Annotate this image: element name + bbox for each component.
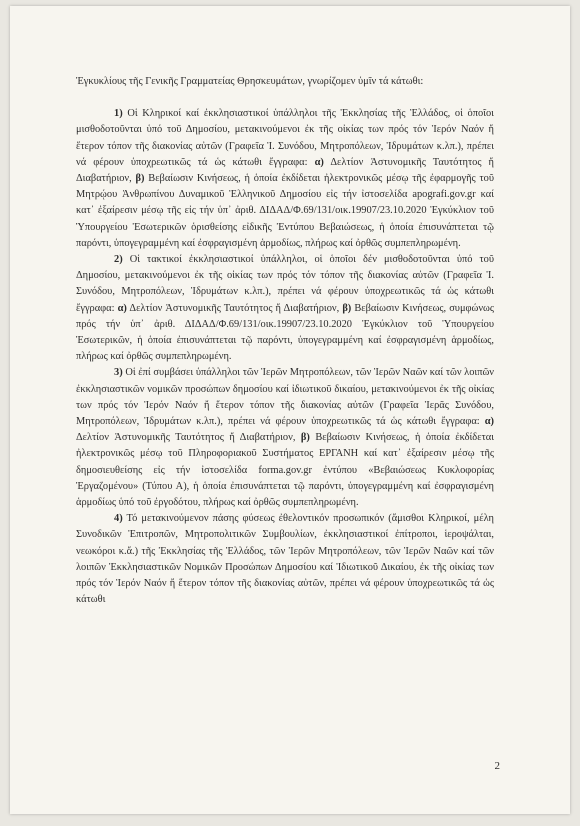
document-body [76, 74, 494, 609]
item-number: 4) [114, 513, 123, 525]
paragraph-1: 1) Οἱ Κληρικοί καί ἐκκλησιαστικοί ὑπάλληλοι τῆς Ἐκκλησίας τῆς Ἑλλάδος, οἱ ὁποῖοι μισθοδοτοῦνται ὑπό τοῦ Δημοσίου, μετακινούμενοι ἐκ τῆς οἰκίας των πρός τόν Ἱερόν Ναόν ἤ ἕτερον τόπον τῆς διακονίας αὐτῶν (Γραφεῖα Ἱ. Συνόδου, Μητροπόλεων, Ἱδρυμάτων κ.λπ.), πρέπει νά φέρουν ὑποχρεωτικῶς τά ὡς κάτωθι ἔγγραφα: α) Δελτίον Ἀστυνομικῆς Ταυτότητος ἤ Διαβατήριον, β) Βεβαίωσιν Κινήσεως, ἡ ὁποία ἐκδίδεται ἠλεκτρονικῶς μέσῳ τῆς ἐφαρμογῆς τοῦ Μητρῴου Ἀνθρωπίνου Δυναμικοῦ Ἑλληνικοῦ Δημοσίου εἰς τήν ἰστοσελίδα apografi.gov.gr καί κατ᾿ ἐξαίρεσιν μέσῳ τῆς εἰς τήν ὑπ᾿ ἀριθ. ΔΙΔΑΔ/Φ.69/131/οικ.19907/23.10.2020 Ἐγκύκλιον τοῦ Ὑπουργείου Ἐσωτερικῶν ὁρισθείσης εἰδικῆς Ἐντύπου Βεβαιώσεως, ἡ ὁποία ἐπισυνάπτεται τῷ παρόντι, ὑπογεγραμμένη καί ἐσφραγισμένη ἁρμοδίως, πλήρως καί ὀρθῶς συμπεπληρωμένη. [76, 108, 494, 249]
item-number: 1) [114, 108, 123, 120]
faded-letterhead-watermark [512, 64, 562, 74]
paragraph-4: 4) Τό μετακινούμενον πάσης φύσεως ἐθελοντικόν προσωπικόν (ἄμισθοι Κληρικοί, μέλη Συνοδικῶν Ἐπιτροπῶν, Μητροπολιτικῶν Συμβουλίων, ἐκκλησιαστικοί ἐπίτροποι, ἱεροψάλται, νεωκόροι κ.ἄ.) τῆς Ἐκκλησίας τῆς Ἑλλάδος, τῶν Ἱερῶν Μητροπόλεων, τῶν Ἱερῶν Ναῶν καί τῶν λοιπῶν Ἐκκλησιαστικῶν Νομικῶν Προσώπων Δημοσίου καί Ἰδιωτικοῦ Δικαίου, ἐκ τῆς οἰκίας των πρός τόν Ἱερόν Ναόν ἤ ἕτερον τόπον τῆς διακονίας αὐτῶν, πρέπει νά φέρουν ὑποχρεωτικῶς τά ὡς κάτωθι [76, 513, 494, 606]
item-number: 2) [114, 254, 123, 266]
intro-paragraph: Ἐγκυκλίους τῆς Γενικῆς Γραμματείας Θρησκευμάτων, γνωρίζομεν ὑμῖν τά κάτωθι: [76, 76, 424, 87]
document-page [10, 6, 570, 814]
paragraph-2: 2) Οἱ τακτικοί ἐκκλησιαστικοί ὑπάλληλοι, οἱ ὁποῖοι δέν μισθοδοτοῦνται ὑπό τοῦ Δημοσίου, μετακινούμενοι ἐκ τῆς οἰκίας των πρός τόν τόπον τῆς διακονίας αὐτῶν (Γραφεῖα Ἱ. Συνόδου, Μητροπόλεων, Ἱδρυμάτων κ.λπ.), πρέπει νά φέρουν ὑποχρεωτικῶς τά ὡς κάτωθι ἔγγραφα: α) Δελτίον Ἀστυνομικῆς Ταυτότητος ἤ Διαβατήριον, β) Βεβαίωσιν Κινήσεως, συμφώνως πρός τήν ὑπ᾿ ἀριθ. ΔΙΔΑΔ/Φ.69/131/οικ.19907/23.10.2020 Ἐγκύκλιον τοῦ Ὑπουργείου Ἐσωτερικῶν, ἡ ὁποία ἐπισυνάπτεται τῷ παρόντι, ὑπογεγραμμένη καί ἐσφραγισμένη ἁρμοδίως, πλήρως καί ὀρθῶς συμπεπληρωμένη. [76, 254, 495, 363]
page-number: 2 [494, 760, 500, 772]
item-number: 3) [114, 367, 123, 379]
paragraph-3: 3) Οἱ ἐπί συμβάσει ὑπάλληλοι τῶν Ἱερῶν Μητροπόλεων, τῶν Ἱερῶν Ναῶν καί τῶν λοιπῶν ἐκκλησιαστικῶν νομικῶν προσώπων δημοσίου καί ἰδιωτικοῦ δικαίου, μετακινούμενοι ἐκ τῆς οἰκίας των πρός τόν Ἱερόν Ναόν ἤ ἕτερον τόπον τῆς διακονίας αὐτῶν (Γραφεῖα Ἱερᾶς Συνόδου, Μητροπόλεων, Ἱδρυμάτων κ.λπ.), πρέπει νά φέρουν ὑποχρεωτικῶς τά ὡς κάτωθι ἔγγραφα: α) Δελτίον Ἀστυνομικῆς Ταυτότητος ἤ Διαβατήριον, β) Βεβαίωσιν Κινήσεως, ἡ ὁποία ἐκδίδεται ἠλεκτρονικῶς μέσῳ τοῦ Πληροφοριακοῦ Συστήματος ΕΡΓΑΝΗ καί κατ᾿ ἐξαίρεσιν μέσῳ τῆς δημοσιευθείσης εἰς τήν ἰστοσελίδα forma.gov.gr ἐντύπου «Βεβαιώσεως Κυκλοφορίας Ἐργαζομένου» (Τύπου Α), ἡ ὁποία ἐπισυνάπτεται τῷ παρόντι, ὑπογεγραμμένη καί ἐσφραγισμένη ἁρμοδίως ὑπό τοῦ ἐργοδότου, πλήρως καί ὀρθῶς συμπεπληρωμένη. [76, 367, 494, 509]
